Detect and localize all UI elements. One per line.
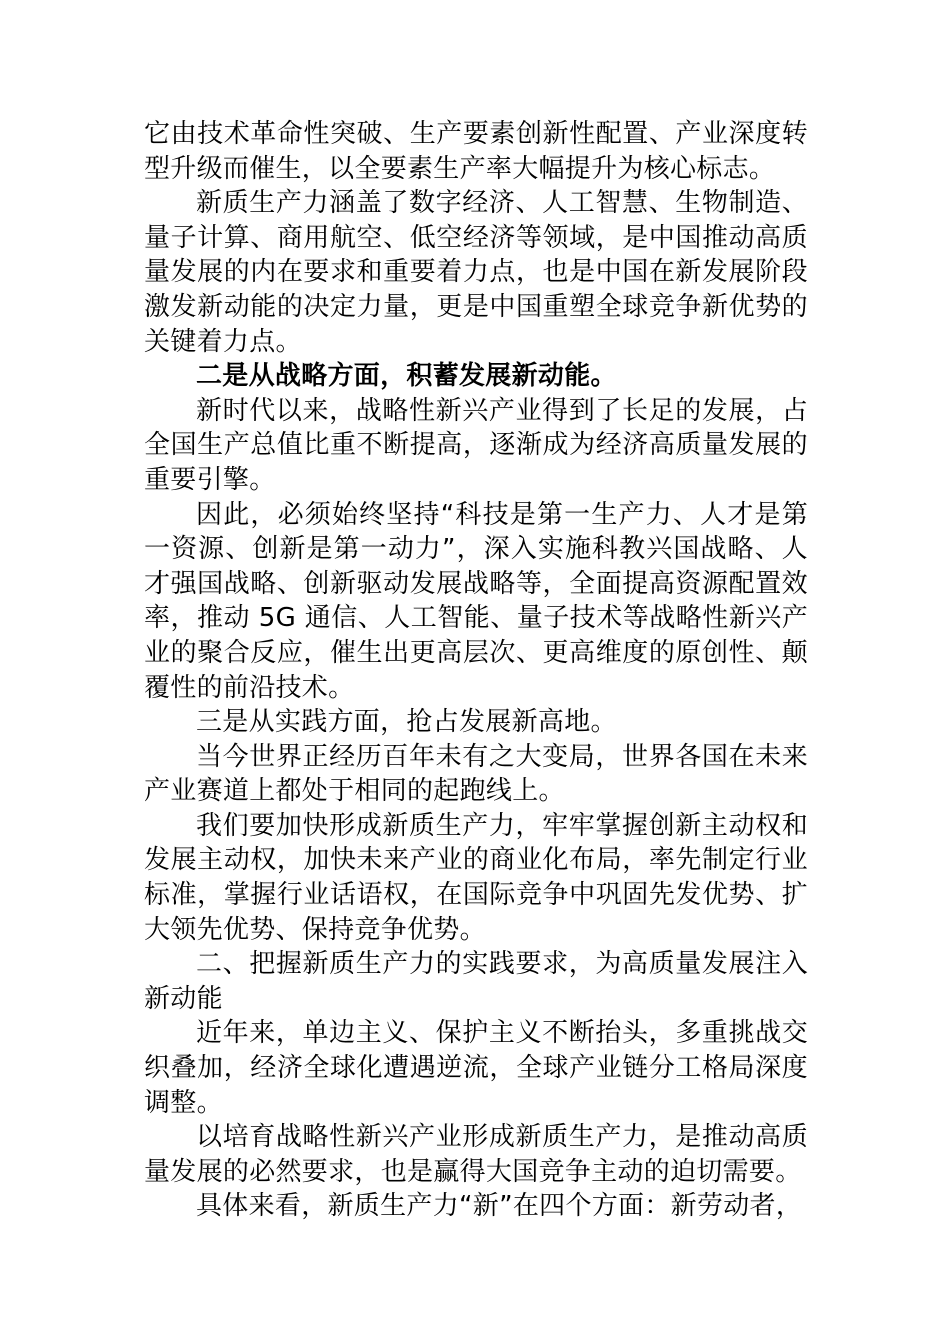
- paragraph-11: 以培育战略性新兴产业形成新质生产力，是推动高质量发展的必然要求，也是赢得大国竞争主动的迫切需要。: [144, 1122, 808, 1187]
- paragraph-4: 新时代以来，战略性新兴产业得到了长足的发展，占全国生产总值比重不断提高，逐渐成为经济高质量发展的重要引擎。: [144, 395, 808, 495]
- paragraph-1: 它由技术革命性突破、生产要素创新性配置、产业深度转型升级而催生，以全要素生产率大幅提升为核心标志。: [144, 119, 808, 184]
- section-heading-strategy: 二是从战略方面，积蓄发展新动能。: [196, 361, 617, 392]
- paragraph-12: 具体来看，新质生产力“新”在四个方面：新劳动者，: [196, 1191, 803, 1222]
- document-page: [144, 117, 808, 1224]
- paragraph-7: 当今世界正经历百年未有之大变局，世界各国在未来产业赛道上都处于相同的起跑线上。: [144, 741, 808, 807]
- paragraph-5: 因此，必须始终坚持“科技是第一生产力、人才是第一资源、创新是第一动力”，深入实施科教兴国战略、人才强国战略、创新驱动发展战略等，全面提高资源配置效率，推动 5G 通信、人工智能、量子技术等战略性新兴产业的聚合反应，催生出更高层次、更高维度的原创性、颠覆性的前沿技术。: [144, 499, 808, 703]
- paragraph-2: 新质生产力涵盖了数字经济、人工智慧、生物制造、量子计算、商用航空、低空经济等领域，是中国推动高质量发展的内在要求和重要着力点，也是中国在新发展阶段激发新动能的决定力量，更是中国重塑全球竞争新优势的关键着力点。: [144, 188, 808, 357]
- paragraph-8: 我们要加快形成新质生产力，牢牢掌握创新主动权和发展主动权，加快未来产业的商业化布局，率先制定行业标准，掌握行业话语权，在国际竞争中巩固先发优势、扩大领先优势、保持竞争优势。: [144, 810, 808, 945]
- section-heading-practice: 三是从实践方面，抢占发展新高地。: [196, 707, 617, 738]
- paragraph-10: 近年来，单边主义、保护主义不断抬头，多重挑战交织叠加，经济全球化遭遇逆流，全球产业链分工格局深度调整。: [144, 1018, 808, 1118]
- section-heading-two: 二、把握新质生产力的实践要求，为高质量发展注入新动能: [144, 949, 808, 1014]
